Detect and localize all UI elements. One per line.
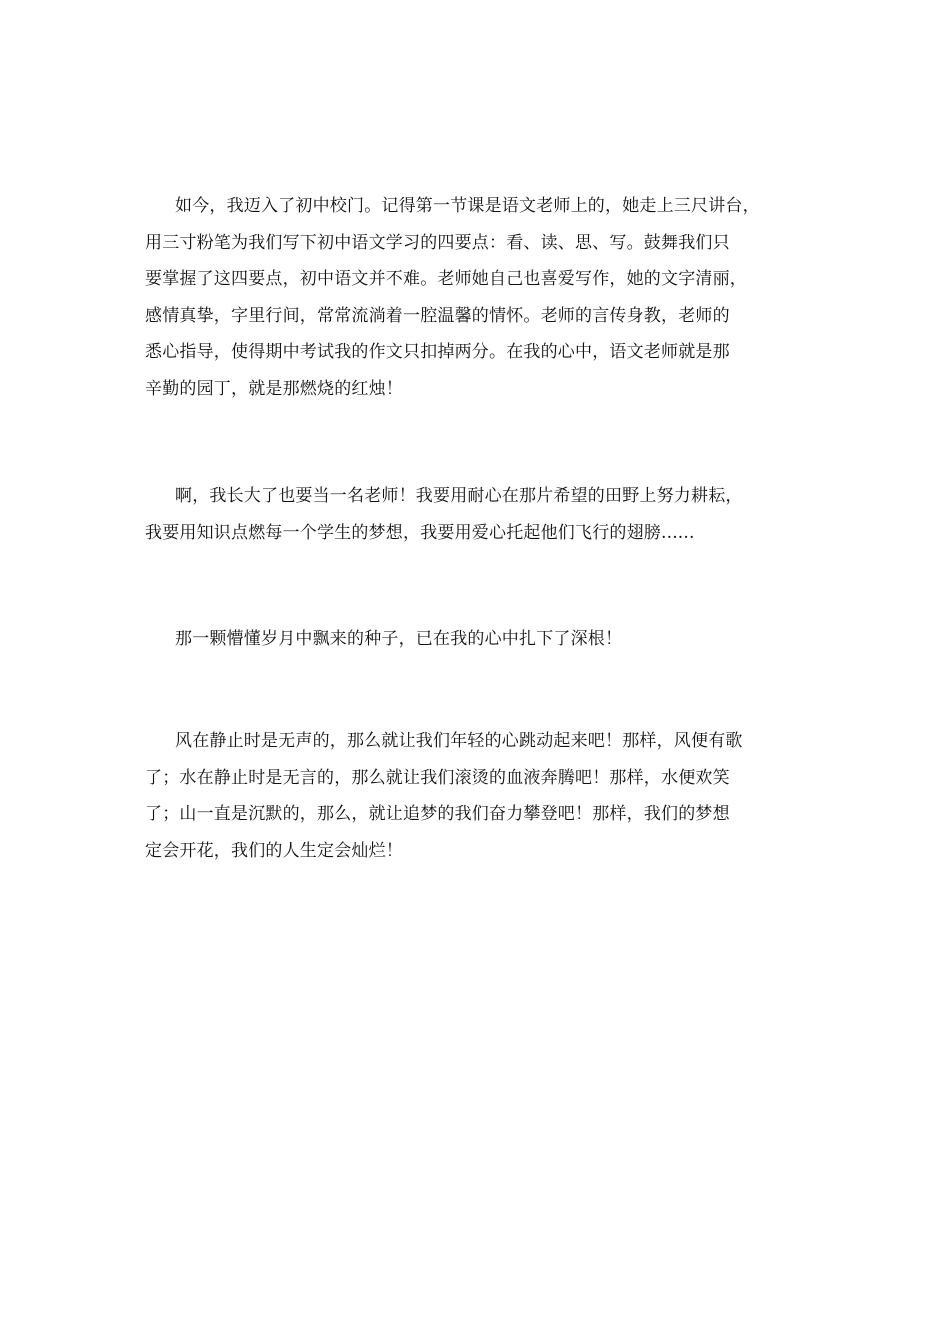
paragraph-line: 悉心指导，使得期中考试我的作文只扣掉两分。在我的心中，语文老师就是那 bbox=[145, 342, 730, 362]
paragraph-line: 用三寸粉笔为我们写下初中语文学习的四要点：看、读、思、写。鼓舞我们只 bbox=[145, 232, 730, 253]
paragraph-line: 要掌握了这四要点，初中语文并不难。老师她自己也喜爱写作，她的文字清丽， bbox=[145, 269, 747, 289]
paragraph-line: 了；水在静止时是无言的，那么就让我们滚烫的血液奔腾吧！那样，水便欢笑 bbox=[145, 767, 730, 788]
paragraph-line: 了；山一直是沉默的，那么，就让追梦的我们奋力攀登吧！那样，我们的梦想 bbox=[145, 804, 730, 824]
paragraph-seed bbox=[145, 621, 825, 658]
paragraph-closing bbox=[145, 723, 825, 869]
paragraph-line: 风在静止时是无声的，那么就让我们年轻的心跳动起来吧！那样，风便有歌 bbox=[175, 731, 743, 751]
paragraph-line: 我要用知识点燃每一个学生的梦想，我要用爱心托起他们飞行的翅膀...... bbox=[145, 522, 695, 543]
paragraph-teacher-memory bbox=[145, 188, 825, 407]
paragraph-aspiration bbox=[145, 478, 825, 551]
paragraph-line: 辛勤的园丁，就是那燃烧的红烛！ bbox=[145, 378, 403, 399]
paragraph-line: 那一颗懵懂岁月中飘来的种子，已在我的心中扎下了深根！ bbox=[175, 629, 623, 649]
paragraph-line: 感情真挚，字里行间，常常流淌着一腔温馨的情怀。老师的言传身教，老师的 bbox=[145, 305, 730, 326]
paragraph-line: 如今，我迈入了初中校门。记得第一节课是语文老师上的，她走上三尺讲台， bbox=[175, 196, 760, 216]
paragraph-line: 啊，我长大了也要当一名老师！我要用耐心在那片希望的田野上努力耕耘， bbox=[175, 486, 743, 506]
paragraph-line: 定会开花，我们的人生定会灿烂！ bbox=[145, 840, 403, 861]
